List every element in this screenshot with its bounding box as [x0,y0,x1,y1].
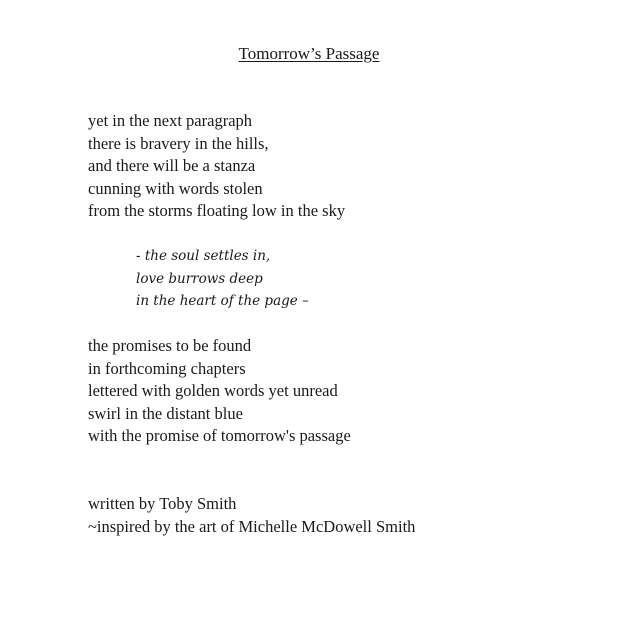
inspiration-credit: ~inspired by the art of Michelle McDowell Smith [88,516,416,536]
poem-line: there is bravery in the hills, [88,133,269,153]
poem-line: cunning with words stolen [88,178,263,198]
stanza-2-italic [136,245,309,313]
poem-credits [88,493,415,538]
poem-line: in forthcoming chapters [88,358,246,378]
author-credit: written by Toby Smith [88,494,237,513]
poem-line: with the promise of tomorrow's passage [88,426,351,445]
poem-line: and there will be a stanza [88,156,256,175]
poem-line: swirl in the distant blue [88,403,243,423]
stanza-1 [88,110,345,223]
poem-line: love burrows deep [136,270,263,287]
poem-line: in the heart of the page – [136,293,309,309]
stanza-3 [88,335,351,448]
poem-line: - the soul settles in, [136,248,271,264]
poem-line: from the storms floating low in the sky [88,201,346,220]
poem-line: the promises to be found [88,336,252,355]
poem-line: yet in the next paragraph [88,111,253,130]
poem-title: Tomorrow’s Passage [238,44,380,63]
poem-line: lettered with golden words yet unread [88,381,338,400]
